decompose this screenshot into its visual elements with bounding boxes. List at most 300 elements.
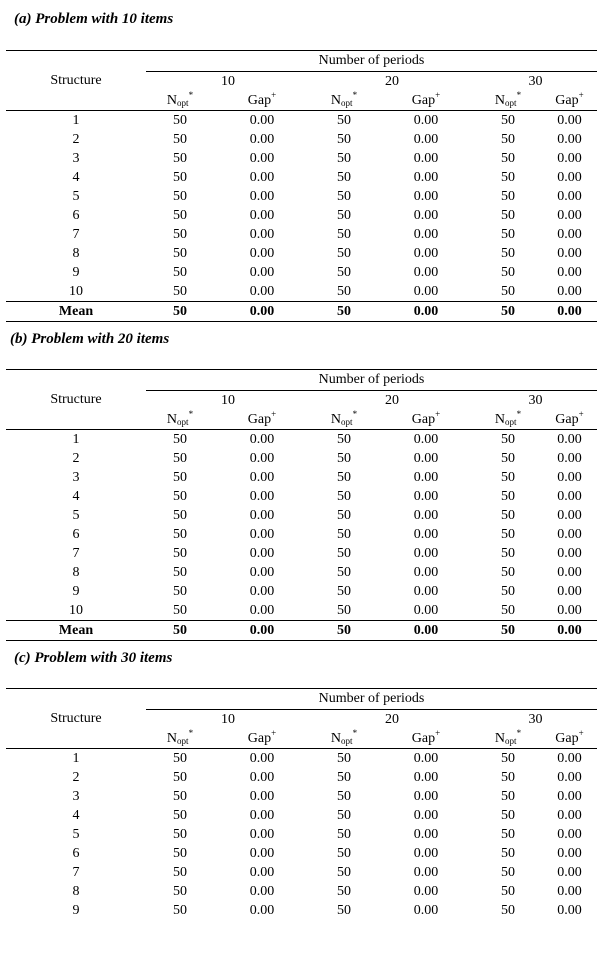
nopt-subscript: opt (341, 417, 353, 427)
nopt-cell: 50 (501, 208, 515, 223)
nopt-cell: 50 (337, 246, 351, 261)
nopt-cell: 50 (337, 584, 351, 599)
nopt-cell: 50 (173, 751, 187, 766)
nopt-subscript: opt (505, 98, 517, 108)
structure-cell: 9 (72, 903, 80, 918)
nopt-cell: 50 (173, 451, 187, 466)
number-of-periods-header: Number of periods (146, 689, 597, 710)
header-row (6, 51, 597, 72)
nopt-cell: 50 (173, 827, 187, 842)
gap-cell: 0.00 (413, 789, 439, 804)
structure-cell: 1 (72, 432, 80, 447)
nopt-header (310, 91, 378, 111)
nopt-cell: 50 (173, 884, 187, 899)
nopt-label: N (494, 412, 506, 427)
nopt-superscript: * (516, 409, 522, 419)
nopt-cell: 50 (501, 489, 515, 504)
table-row (6, 768, 597, 787)
gap-cell: 0.00 (249, 151, 275, 166)
nopt-cell: 50 (173, 113, 187, 128)
gap-cell: 0.00 (249, 751, 275, 766)
table-row (6, 468, 597, 487)
results-table (6, 688, 597, 920)
period-header: 10 (221, 712, 235, 727)
nopt-cell: 50 (337, 470, 351, 485)
nopt-label: N (494, 93, 506, 108)
gap-cell: 0.00 (413, 432, 439, 447)
header-row (6, 370, 597, 391)
gap-cell: 0.00 (557, 489, 582, 504)
mean-gap-cell: 0.00 (378, 621, 474, 641)
nopt-cell: 50 (501, 265, 515, 280)
gap-cell: 0.00 (557, 584, 582, 599)
gap-cell: 0.00 (413, 565, 439, 580)
table-row (6, 787, 597, 806)
nopt-header (146, 91, 214, 111)
table-row (6, 487, 597, 506)
structure-header: Structure (6, 689, 146, 749)
nopt-cell: 50 (173, 770, 187, 785)
mean-label: Mean (6, 621, 146, 641)
gap-cell: 0.00 (557, 808, 582, 823)
nopt-cell: 50 (337, 227, 351, 242)
nopt-subscript: opt (177, 736, 189, 746)
structure-cell: 9 (72, 584, 80, 599)
gap-cell: 0.00 (413, 227, 439, 242)
structure-cell: 8 (72, 246, 80, 261)
nopt-cell: 50 (173, 584, 187, 599)
gap-cell: 0.00 (557, 284, 582, 299)
nopt-cell: 50 (501, 451, 515, 466)
period-header: 20 (385, 393, 399, 408)
gap-cell: 0.00 (413, 151, 439, 166)
gap-cell: 0.00 (413, 265, 439, 280)
gap-cell: 0.00 (557, 113, 582, 128)
gap-cell: 0.00 (557, 565, 582, 580)
gap-cell: 0.00 (413, 470, 439, 485)
results-table (6, 50, 597, 322)
nopt-subscript: opt (505, 736, 517, 746)
gap-cell: 0.00 (249, 284, 275, 299)
nopt-cell: 50 (501, 584, 515, 599)
nopt-cell: 50 (173, 170, 187, 185)
gap-cell: 0.00 (413, 603, 439, 618)
gap-cell: 0.00 (249, 470, 275, 485)
structure-cell: 4 (72, 170, 80, 185)
structure-cell: 10 (69, 603, 83, 618)
period-header: 30 (528, 393, 543, 408)
gap-cell: 0.00 (249, 132, 275, 147)
gap-cell: 0.00 (413, 751, 439, 766)
gap-cell: 0.00 (249, 565, 275, 580)
gap-cell: 0.00 (557, 770, 582, 785)
gap-label: Gap (247, 731, 272, 746)
nopt-superscript: * (188, 728, 194, 738)
gap-superscript: + (271, 90, 277, 100)
gap-cell: 0.00 (413, 132, 439, 147)
nopt-superscript: * (188, 90, 194, 100)
nopt-cell: 50 (337, 265, 351, 280)
table-row (6, 187, 597, 206)
table-row (6, 506, 597, 525)
gap-cell: 0.00 (413, 170, 439, 185)
gap-cell: 0.00 (413, 808, 439, 823)
mean-row (6, 621, 597, 641)
gap-cell: 0.00 (249, 846, 275, 861)
nopt-superscript: * (352, 90, 358, 100)
nopt-cell: 50 (173, 489, 187, 504)
structure-header: Structure (6, 370, 146, 430)
mean-label: Mean (6, 302, 146, 322)
nopt-header (146, 410, 214, 430)
table-row (6, 263, 597, 282)
nopt-cell: 50 (337, 808, 351, 823)
mean-nopt-cell: 50 (310, 621, 378, 641)
table-row (6, 168, 597, 187)
gap-superscript: + (578, 90, 584, 100)
gap-cell: 0.00 (557, 903, 582, 918)
gap-cell: 0.00 (249, 170, 275, 185)
gap-cell: 0.00 (413, 113, 439, 128)
gap-cell: 0.00 (557, 508, 582, 523)
gap-header (214, 729, 310, 749)
nopt-cell: 50 (501, 432, 515, 447)
gap-cell: 0.00 (557, 546, 582, 561)
mean-nopt-cell: 50 (146, 302, 214, 322)
nopt-cell: 50 (337, 827, 351, 842)
structure-cell: 1 (72, 751, 80, 766)
gap-cell: 0.00 (249, 903, 275, 918)
nopt-cell: 50 (501, 789, 515, 804)
nopt-superscript: * (188, 409, 194, 419)
nopt-cell: 50 (173, 546, 187, 561)
nopt-cell: 50 (501, 903, 515, 918)
gap-superscript: + (435, 409, 441, 419)
structure-cell: 6 (72, 527, 80, 542)
gap-cell: 0.00 (413, 584, 439, 599)
nopt-header (310, 410, 378, 430)
gap-cell: 0.00 (557, 451, 582, 466)
gap-cell: 0.00 (557, 527, 582, 542)
structure-cell: 3 (72, 789, 80, 804)
nopt-label: N (330, 412, 342, 427)
structure-cell: 3 (72, 151, 80, 166)
structure-cell: 4 (72, 808, 80, 823)
nopt-cell: 50 (337, 170, 351, 185)
gap-cell: 0.00 (413, 846, 439, 861)
gap-header (378, 91, 474, 111)
table-row (6, 806, 597, 825)
gap-cell: 0.00 (413, 770, 439, 785)
period-header: 10 (221, 74, 235, 89)
gap-cell: 0.00 (413, 508, 439, 523)
gap-header (542, 729, 597, 749)
gap-superscript: + (435, 728, 441, 738)
nopt-cell: 50 (337, 603, 351, 618)
gap-label: Gap (555, 93, 579, 108)
nopt-cell: 50 (501, 884, 515, 899)
gap-header (542, 91, 597, 111)
mean-gap-cell: 0.00 (214, 302, 310, 322)
nopt-header (474, 729, 542, 749)
structure-cell: 9 (72, 265, 80, 280)
nopt-cell: 50 (501, 227, 515, 242)
gap-cell: 0.00 (249, 246, 275, 261)
nopt-cell: 50 (501, 246, 515, 261)
table-row (6, 601, 597, 621)
nopt-cell: 50 (337, 565, 351, 580)
gap-cell: 0.00 (249, 208, 275, 223)
gap-cell: 0.00 (249, 113, 275, 128)
gap-header (378, 410, 474, 430)
nopt-subscript: opt (341, 736, 353, 746)
structure-cell: 7 (72, 865, 80, 880)
nopt-cell: 50 (501, 751, 515, 766)
gap-cell: 0.00 (557, 470, 582, 485)
nopt-label: N (494, 731, 506, 746)
gap-cell: 0.00 (557, 884, 582, 899)
table-row (6, 206, 597, 225)
table-row (6, 582, 597, 601)
nopt-cell: 50 (501, 546, 515, 561)
structure-cell: 5 (72, 189, 80, 204)
gap-label: Gap (555, 731, 579, 746)
gap-cell: 0.00 (557, 151, 582, 166)
period-header: 20 (385, 712, 399, 727)
nopt-header (474, 410, 542, 430)
results-table (6, 369, 597, 641)
nopt-cell: 50 (501, 189, 515, 204)
gap-cell: 0.00 (557, 603, 582, 618)
nopt-cell: 50 (337, 865, 351, 880)
period-header: 30 (528, 74, 543, 89)
gap-cell: 0.00 (249, 789, 275, 804)
structure-cell: 2 (72, 132, 80, 147)
nopt-cell: 50 (337, 846, 351, 861)
nopt-subscript: opt (341, 98, 353, 108)
table-row (6, 544, 597, 563)
gap-cell: 0.00 (557, 846, 582, 861)
gap-superscript: + (578, 409, 584, 419)
mean-gap-cell: 0.00 (542, 621, 597, 641)
mean-row (6, 302, 597, 322)
gap-cell: 0.00 (413, 208, 439, 223)
gap-cell: 0.00 (413, 284, 439, 299)
gap-label: Gap (411, 93, 436, 108)
gap-cell: 0.00 (413, 827, 439, 842)
nopt-cell: 50 (173, 603, 187, 618)
nopt-cell: 50 (501, 846, 515, 861)
nopt-cell: 50 (337, 789, 351, 804)
gap-cell: 0.00 (557, 827, 582, 842)
gap-cell: 0.00 (413, 527, 439, 542)
header-row (6, 689, 597, 710)
nopt-cell: 50 (501, 113, 515, 128)
nopt-cell: 50 (173, 189, 187, 204)
gap-cell: 0.00 (557, 751, 582, 766)
mean-nopt-cell: 50 (474, 621, 542, 641)
structure-cell: 5 (72, 827, 80, 842)
nopt-subscript: opt (177, 417, 189, 427)
nopt-cell: 50 (337, 508, 351, 523)
table-row (6, 563, 597, 582)
gap-cell: 0.00 (557, 865, 582, 880)
nopt-cell: 50 (173, 432, 187, 447)
nopt-cell: 50 (337, 189, 351, 204)
mean-nopt-cell: 50 (146, 621, 214, 641)
gap-label: Gap (555, 412, 579, 427)
structure-cell: 1 (72, 113, 80, 128)
table-row (6, 130, 597, 149)
nopt-cell: 50 (337, 451, 351, 466)
gap-cell: 0.00 (249, 265, 275, 280)
gap-superscript: + (578, 728, 584, 738)
table-caption: (c) Problem with 30 items (14, 650, 173, 666)
gap-cell: 0.00 (557, 265, 582, 280)
nopt-cell: 50 (501, 827, 515, 842)
table-row (6, 825, 597, 844)
nopt-cell: 50 (173, 865, 187, 880)
gap-label: Gap (411, 731, 436, 746)
period-header: 20 (385, 74, 399, 89)
nopt-cell: 50 (501, 170, 515, 185)
nopt-cell: 50 (173, 846, 187, 861)
nopt-cell: 50 (501, 808, 515, 823)
structure-cell: 8 (72, 884, 80, 899)
gap-cell: 0.00 (413, 451, 439, 466)
gap-cell: 0.00 (413, 489, 439, 504)
gap-cell: 0.00 (557, 189, 582, 204)
nopt-cell: 50 (337, 884, 351, 899)
gap-cell: 0.00 (249, 227, 275, 242)
gap-label: Gap (247, 93, 272, 108)
mean-gap-cell: 0.00 (542, 302, 597, 322)
nopt-header (146, 729, 214, 749)
period-header: 30 (528, 712, 543, 727)
gap-cell: 0.00 (249, 770, 275, 785)
nopt-cell: 50 (173, 284, 187, 299)
nopt-cell: 50 (173, 132, 187, 147)
structure-cell: 7 (72, 546, 80, 561)
nopt-cell: 50 (501, 565, 515, 580)
structure-cell: 4 (72, 489, 80, 504)
gap-cell: 0.00 (413, 903, 439, 918)
gap-cell: 0.00 (249, 527, 275, 542)
nopt-cell: 50 (501, 284, 515, 299)
nopt-superscript: * (516, 728, 522, 738)
nopt-cell: 50 (501, 132, 515, 147)
table-row (6, 149, 597, 168)
nopt-cell: 50 (501, 470, 515, 485)
nopt-cell: 50 (173, 508, 187, 523)
gap-superscript: + (435, 90, 441, 100)
gap-cell: 0.00 (413, 865, 439, 880)
gap-cell: 0.00 (249, 827, 275, 842)
nopt-cell: 50 (501, 151, 515, 166)
nopt-label: N (330, 93, 342, 108)
nopt-cell: 50 (173, 246, 187, 261)
nopt-cell: 50 (337, 751, 351, 766)
nopt-cell: 50 (337, 113, 351, 128)
table-row (6, 282, 597, 302)
nopt-subscript: opt (505, 417, 517, 427)
number-of-periods-header: Number of periods (146, 370, 597, 391)
gap-cell: 0.00 (249, 508, 275, 523)
nopt-cell: 50 (173, 265, 187, 280)
structure-cell: 6 (72, 846, 80, 861)
gap-cell: 0.00 (249, 584, 275, 599)
nopt-cell: 50 (501, 527, 515, 542)
gap-cell: 0.00 (557, 246, 582, 261)
nopt-cell: 50 (337, 489, 351, 504)
mean-nopt-cell: 50 (310, 302, 378, 322)
gap-cell: 0.00 (557, 789, 582, 804)
table-row (6, 225, 597, 244)
gap-header (542, 410, 597, 430)
table-caption: (b) Problem with 20 items (10, 331, 170, 347)
nopt-cell: 50 (173, 151, 187, 166)
structure-cell: 3 (72, 470, 80, 485)
nopt-superscript: * (352, 409, 358, 419)
nopt-cell: 50 (173, 227, 187, 242)
gap-cell: 0.00 (249, 603, 275, 618)
nopt-cell: 50 (337, 208, 351, 223)
table-row (6, 749, 597, 769)
structure-cell: 5 (72, 508, 80, 523)
structure-cell: 2 (72, 770, 80, 785)
gap-label: Gap (247, 412, 272, 427)
structure-cell: 6 (72, 208, 80, 223)
nopt-cell: 50 (337, 432, 351, 447)
gap-label: Gap (411, 412, 436, 427)
table-row (6, 863, 597, 882)
nopt-label: N (166, 93, 178, 108)
structure-cell: 8 (72, 565, 80, 580)
nopt-label: N (166, 412, 178, 427)
gap-cell: 0.00 (557, 432, 582, 447)
gap-superscript: + (271, 728, 277, 738)
gap-header (378, 729, 474, 749)
gap-superscript: + (271, 409, 277, 419)
structure-cell: 7 (72, 227, 80, 242)
structure-cell: 10 (69, 284, 83, 299)
nopt-cell: 50 (337, 132, 351, 147)
nopt-cell: 50 (173, 208, 187, 223)
nopt-cell: 50 (501, 865, 515, 880)
gap-cell: 0.00 (249, 884, 275, 899)
gap-header (214, 410, 310, 430)
table-caption: (a) Problem with 10 items (14, 11, 174, 27)
nopt-label: N (166, 731, 178, 746)
gap-cell: 0.00 (249, 808, 275, 823)
gap-cell: 0.00 (413, 884, 439, 899)
table-row (6, 449, 597, 468)
nopt-cell: 50 (173, 470, 187, 485)
nopt-subscript: opt (177, 98, 189, 108)
nopt-label: N (330, 731, 342, 746)
nopt-cell: 50 (173, 903, 187, 918)
gap-header (214, 91, 310, 111)
gap-cell: 0.00 (413, 189, 439, 204)
table-row (6, 525, 597, 544)
table-row (6, 430, 597, 450)
nopt-cell: 50 (501, 603, 515, 618)
table-row (6, 901, 597, 920)
nopt-header (310, 729, 378, 749)
gap-cell: 0.00 (249, 546, 275, 561)
gap-cell: 0.00 (413, 246, 439, 261)
nopt-cell: 50 (173, 789, 187, 804)
